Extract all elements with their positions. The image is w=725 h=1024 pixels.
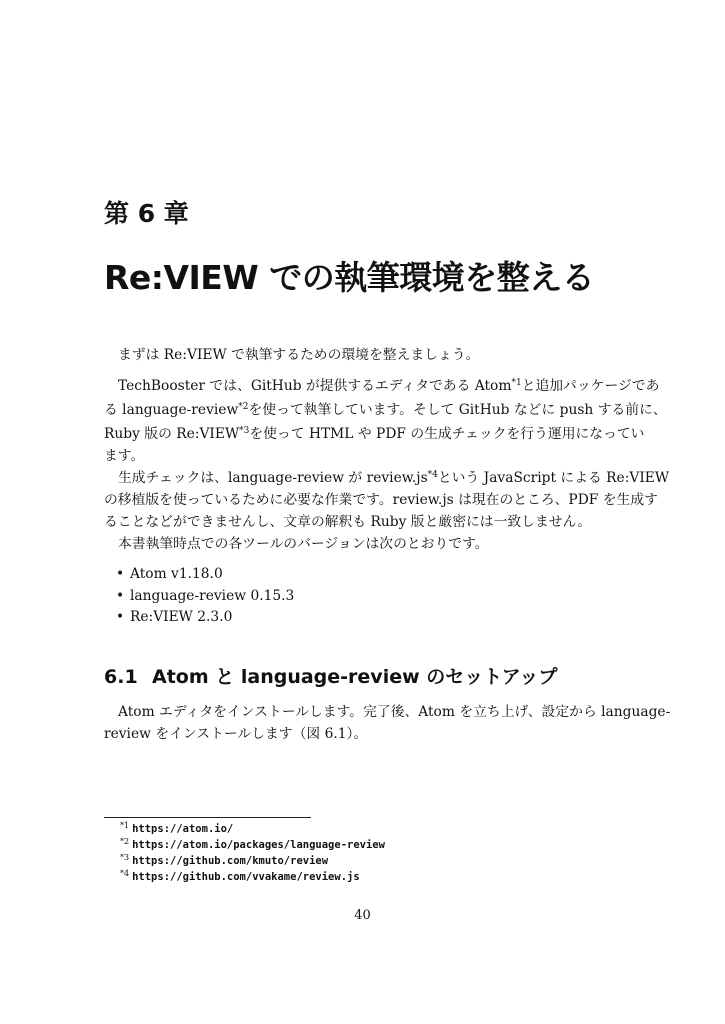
text-segment: ることなどができませんし、文章の解釈も Ruby 版と厳密には一致しません。 <box>104 514 591 530</box>
footnote-divider <box>104 817 311 818</box>
section-number: 6.1 <box>104 666 138 688</box>
footnote-url[interactable]: https://github.com/vvakame/review.js <box>132 871 360 883</box>
footnote-ref[interactable]: *2 <box>238 402 249 412</box>
text-segment: Ruby 版の Re:VIEW <box>104 426 240 442</box>
text-segment: を使って執筆しています。そして GitHub などに push する前に、 <box>248 402 667 418</box>
text-line <box>118 534 489 554</box>
text-segment: まずは Re:VIEW で執筆するための環境を整えましょう。 <box>118 347 480 363</box>
section-title: Atom と language-review のセットアップ <box>152 666 558 688</box>
footnote-ref[interactable]: *1 <box>511 378 522 388</box>
text-segment: る language-review <box>104 402 239 418</box>
footnote-mark: *3 <box>120 853 130 862</box>
text-segment: と追加パッケージであ <box>521 378 660 394</box>
text-segment: を使って HTML や PDF の生成チェックを行う運用になってい <box>249 426 645 442</box>
text-line <box>118 345 479 365</box>
text-line <box>118 468 670 488</box>
text-segment: review をインストールします（図 6.1）。 <box>104 726 368 742</box>
text-segment: TechBooster では、GitHub が提供するエディタである Atom <box>118 378 512 394</box>
footnote <box>120 853 328 869</box>
text-line <box>118 702 671 722</box>
footnote-url[interactable]: https://github.com/kmuto/review <box>132 855 329 867</box>
footnote-ref[interactable]: *4 <box>427 470 438 480</box>
footnote <box>120 821 233 837</box>
text-line <box>104 446 144 466</box>
list-item: • language-review 0.15.3 <box>130 586 294 606</box>
chapter-title: Re:VIEW での執筆環境を整える <box>104 258 595 297</box>
footnote-mark: *4 <box>120 869 130 878</box>
text-segment: Atom エディタをインストールします。完了後、Atom を立ち上げ、設定から language- <box>118 704 671 720</box>
footnote-mark: *1 <box>120 821 130 830</box>
text-segment: の移植版を使っているために必要な作業です。review.js は現在のところ、PDF を生成す <box>104 492 658 508</box>
footnote <box>120 869 360 885</box>
text-segment: 本書執筆時点での各ツールのバージョンは次のとおりです。 <box>118 536 489 552</box>
text-segment: ます。 <box>104 448 145 464</box>
footnote-ref[interactable]: *3 <box>239 426 250 436</box>
text-line <box>104 400 667 420</box>
list-item: • Atom v1.18.0 <box>130 564 223 584</box>
text-line <box>104 424 645 444</box>
section-heading <box>104 662 557 689</box>
text-line <box>104 512 591 532</box>
text-segment: という JavaScript による Re:VIEW <box>437 470 670 486</box>
text-line <box>104 724 367 744</box>
page-number: 40 <box>354 908 371 923</box>
footnote <box>120 837 385 853</box>
list-item: • Re:VIEW 2.3.0 <box>130 607 232 627</box>
footnote-url[interactable]: https://atom.io/packages/language-review <box>132 839 385 851</box>
footnote-url[interactable]: https://atom.io/ <box>132 823 234 835</box>
chapter-label: 第 6 章 <box>104 199 189 228</box>
text-line <box>118 376 660 396</box>
text-segment: 生成チェックは、language-review が review.js <box>118 470 428 486</box>
text-line <box>104 490 658 510</box>
footnote-mark: *2 <box>120 837 130 846</box>
